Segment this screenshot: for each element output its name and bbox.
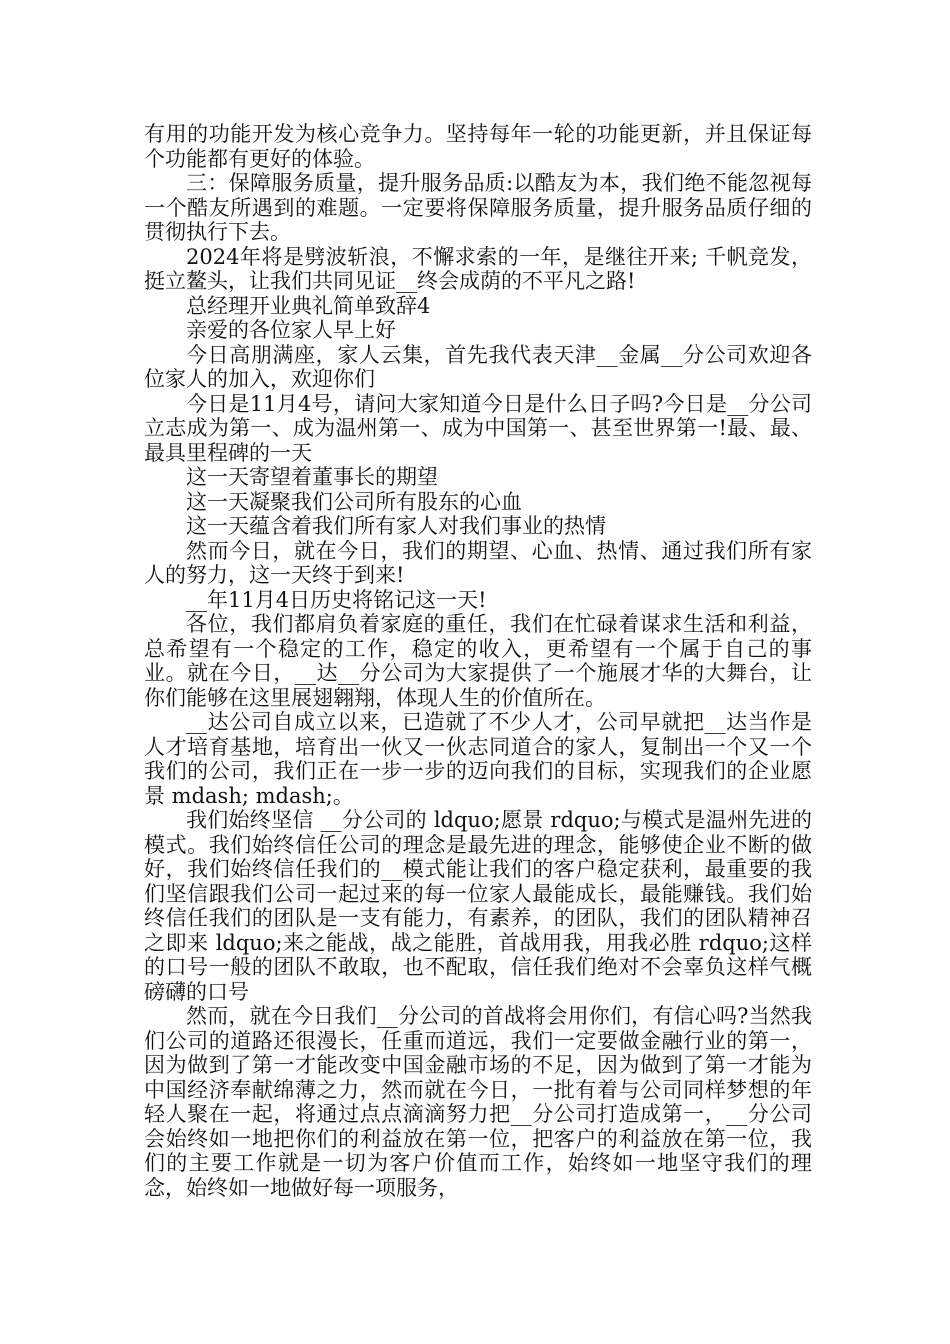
paragraph-9: 这一天凝聚我们公司所有股东的心血 bbox=[186, 489, 522, 514]
paragraph-3: 2024年将是劈波斩浪，不懈求索的一年，是继往开来; 千帆竞发，挺立鳌头，让我们共同见证__终会成荫的不平凡之路! bbox=[144, 244, 812, 293]
paragraph-1: 有用的功能开发为核心竞争力。坚持每年一轮的功能更新，并且保证每个功能都有更好的体验。 bbox=[144, 122, 812, 171]
paragraph-15: 我们始终坚信 __分公司的 ldquo;愿景 rdquo;与模式是温州先进的模式。我们始终信任公司的理念是最先进的理念，能够使企业不断的做好，我们始终信任我们的__模式能让我们的客户稳定获利，最重要的我们坚信跟我们公司一起过来的每一位家人最能成长，最能赚钱。我们始终信任我们的团队是一支有能力，有素养，的团队，我们的团队精神召之即来 ldquo;来之能战，战之能胜，首战用我，用我必胜 rdquo;这样的口号一般的团队不敢取，也不配取，信任我们绝对不会辜负这样气概磅礴的口号 bbox=[144, 808, 812, 1004]
paragraph-16: 然而，就在今日我们__分公司的首战将会用你们，有信心吗?当然我们公司的道路还很漫长，任重而道远，我们一定要做金融行业的第一，因为做到了第一才能改变中国金融市场的不足，因为做到了第一才能为中国经济奉献绵薄之力，然而就在今日，一批有着与公司同样梦想的年轻人聚在一起，将通过点点滴滴努力把__分公司打造成第一，__分公司会始终如一地把你们的利益放在第一位，把客户的利益放在第一位，我们的主要工作就是一切为客户价值而工作，始终如一地坚守我们的理念，始终如一地做好每一项服务， bbox=[144, 1004, 812, 1200]
paragraph-12: __年11月4日历史将铭记这一天! bbox=[186, 587, 487, 612]
paragraph-11: 然而今日，就在今日，我们的期望、心血、热情、通过我们所有家人的努力，这一天终于到来! bbox=[144, 538, 812, 587]
salutation: 亲爱的各位家人早上好 bbox=[186, 318, 396, 342]
paragraph-2: 三：保障服务质量，提升服务品质:以酷友为本，我们绝不能忽视每一个酷友所遇到的难题。一定要将保障服务质量，提升服务品质仔细的贯彻执行下去。 bbox=[144, 171, 812, 244]
paragraph-7: 今日是11月4号，请问大家知道今日是什么日子吗?今日是__分公司立志成为第一、成为温州第一、成为中国第一、甚至世界第一!最、最、最具里程碑的一天 bbox=[144, 391, 812, 465]
paragraph-6: 今日高朋满座，家人云集，首先我代表天津__金属__分公司欢迎各位家人的加入，欢迎你们 bbox=[144, 342, 812, 391]
paragraph-10: 这一天蕴含着我们所有家人对我们事业的热情 bbox=[186, 514, 606, 538]
paragraph-13: 各位，我们都肩负着家庭的重任，我们在忙碌着谋求生活和利益，总希望有一个稳定的工作，稳定的收入，更希望有一个属于自己的事业。就在今日，__达__分公司为大家提供了一个施展才华的大舞台，让你们能够在这里展翅翱翔，体现人生的价值所在。 bbox=[144, 612, 812, 710]
paragraph-8: 这一天寄望着董事长的期望 bbox=[186, 465, 438, 489]
paragraph-14: __达公司自成立以来，已造就了不少人才，公司早就把__达当作是人才培育基地，培育出一伙又一伙志同道合的家人，复制出一个又一个我们的公司，我们正在一步一步的迈向我们的目标，实现我们的企业愿景 mdash; mdash;。 bbox=[144, 710, 812, 808]
section-heading: 总经理开业典礼简单致辞4 bbox=[186, 293, 431, 318]
document-body bbox=[144, 122, 812, 1200]
